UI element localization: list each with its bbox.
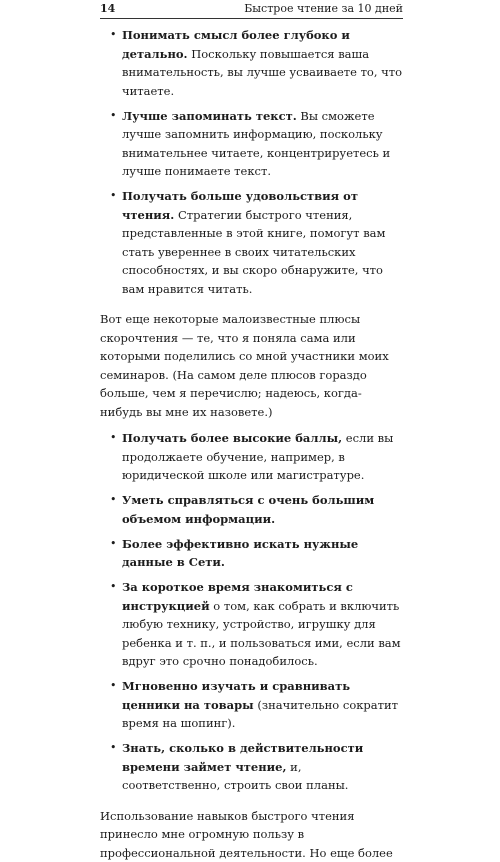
bullet-marker: • [110,578,117,597]
list-item [100,578,403,671]
bullet-lead: Получать больше удовольствия от чтения. [122,189,358,222]
bullet-marker: • [110,26,117,45]
list-item [100,491,403,528]
list-item [100,429,403,485]
bullet-marker: • [110,491,117,510]
bullet-lead: Более эффективно искать нужные данные в Сети. [122,537,358,570]
body-paragraph: Использование навыков быстрого чтения принесло мне огромную пользу в профессиональной деятельности. Но еще более [100,807,403,862]
list-item [100,739,403,795]
bullet-marker: • [110,739,117,758]
body-paragraph: Вот еще некоторые малоизвестные плюсы скорочтения — те, что я поняла сама или которыми поделились со мной участники моих семинаров. (На самом деле плюсов гораздо больше, чем я перечислю; надеюсь, когда-нибудь вы мне их назовете.) [100,310,403,421]
bullet-lead: Понимать смысл более глубоко и детально. [122,28,350,61]
bullet-lead: Мгновенно изучать и сравнивать ценники на товары [122,679,350,712]
list-item [100,677,403,733]
bullet-marker: • [110,107,117,126]
bullet-text: Поскольку повышается ваша внимательность, вы лучше усваиваете то, что читаете. [122,47,402,98]
bullet-lead: Лучше запоминать текст. [122,109,297,123]
list-item [100,107,403,181]
bullet-marker: • [110,535,117,554]
bullet-lead: Получать более высокие баллы, [122,431,342,445]
page-content [100,26,403,862]
bullet-lead: За короткое время знакомиться с инструкцией [122,580,353,613]
list-item [100,535,403,572]
page-number: 14 [100,2,115,16]
bullet-list-bottom [100,429,403,795]
bullet-text: если вы продолжаете обучение, например, в юридической школе или магистратуре. [122,431,393,482]
bullet-text: и, соответственно, строить свои планы. [122,760,348,793]
bullet-text: Стратегии быстрого чтения, представленные в этой книге, помогут вам стать увереннее в своих читательских способностях, и вы скоро обнаружите, что вам нравится читать. [122,208,385,296]
bullet-lead: Уметь справляться с очень большим объемом информации. [122,493,374,526]
list-item [100,187,403,298]
running-title: Быстрое чтение за 10 дней [244,2,403,16]
bullet-list-top [100,26,403,298]
bullet-text: Вы сможете лучше запомнить информацию, поскольку внимательнее читаете, концентрируетесь и лучше понимаете текст. [122,109,390,179]
bullet-marker: • [110,677,117,696]
page-header [100,0,403,19]
bullet-lead: Знать, сколько в действительности времени займет чтение, [122,741,363,774]
bullet-marker: • [110,429,117,448]
bullet-text: о том, как собрать и включить любую технику, устройство, игрушку для ребенка и т. п., и пользоваться ими, если вам вдруг это срочно понадобилось. [122,599,401,669]
bullet-marker: • [110,187,117,206]
list-item [100,26,403,100]
bullet-text: (значительно сократит время на шопинг). [122,698,398,731]
